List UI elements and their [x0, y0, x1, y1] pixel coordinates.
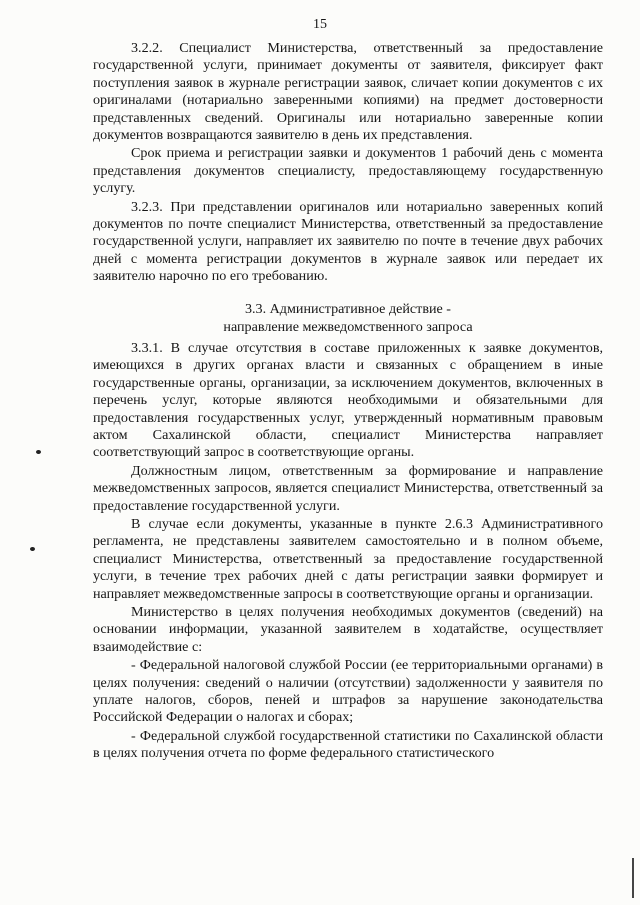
document-body [93, 40, 603, 763]
scan-mark-dot [30, 547, 35, 551]
paragraph-3-3-1: 3.3.1. В случае отсутствия в составе приложенных к заявке документов, имеющихся в других органах власти и связанных с обращением в иные государственные органы, организации, за исключением документов, включенных в перечень услуг, которые являются необходимыми и обязательными для предоставления государственных услуг, утвержденный нормативным правовым актом Сахалинской области, специалист Министерства направляет соответствующий запрос в соответствующие органы. [93, 339, 603, 461]
paragraph-registration-term: Срок приема и регистрации заявки и документов 1 рабочий день с момента представления документов специалисту, предоставляющему государственную услугу. [93, 145, 603, 197]
paragraph-interaction: Министерство в целях получения необходимых документов (сведений) на основании информации, указанной заявителем в ходатайстве, осуществляет взаимодействие с: [93, 603, 603, 655]
paragraph-documents-not-provided: В случае если документы, указанные в пункте 2.6.3 Административного регламента, не представлены заявителем самостоятельно и в полном объеме, специалист Министерства, ответственный за предоставление государственной услуги, в течение трех рабочих дней с даты регистрации заявки формирует и направляет межведомственные запросы в соответствующие органы и организации. [93, 515, 603, 602]
scan-edge-line [632, 858, 634, 898]
list-item-tax-service: - Федеральной налоговой службой России (ее территориальными органами) в целях получения: сведений о наличии (отсутствии) задолженности у заявителя по уплате налогов, сборов, пеней и штрафов за нарушение законодательства Российской Федерации о налогах и сборах; [93, 657, 603, 726]
section-heading-3-3 [93, 300, 603, 337]
paragraph-3-2-3: 3.2.3. При представлении оригиналов или нотариально заверенных копий документов по почте специалист Министерства, ответственный за предоставление государственной услуги, направляет их заявителю по почте в течение двух рабочих дней с момента регистрации документов в журнале заявок или передает их заявителю нарочно по его требованию. [93, 198, 603, 285]
paragraph-3-2-2: 3.2.2. Специалист Министерства, ответственный за предоставление государственной услуги, принимает документы от заявителя, фиксирует факт поступления заявок в журнале регистрации заявок, сличает копии документов с их оригиналами (нотариально заверенными копиями) на предмет достоверности представленных сведений. Оригиналы или нотариально заверенные копии документов возвращаются заявителю в день их представления. [93, 40, 603, 144]
scan-mark-dot [36, 450, 41, 454]
list-item-statistics-service: - Федеральной службой государственной статистики по Сахалинской области в целях получения отчета по форме федерального статистического [93, 727, 603, 762]
section-title-line-2: направление межведомственного запроса [223, 319, 473, 336]
page-number: 15 [313, 17, 327, 32]
paragraph-responsible-official: Должностным лицом, ответственным за формирование и направление межведомственных запросов, является специалист Министерства, ответственный за предоставление государственной услуги. [93, 462, 603, 514]
section-title-line-1: 3.3. Административное действие - [244, 300, 452, 317]
